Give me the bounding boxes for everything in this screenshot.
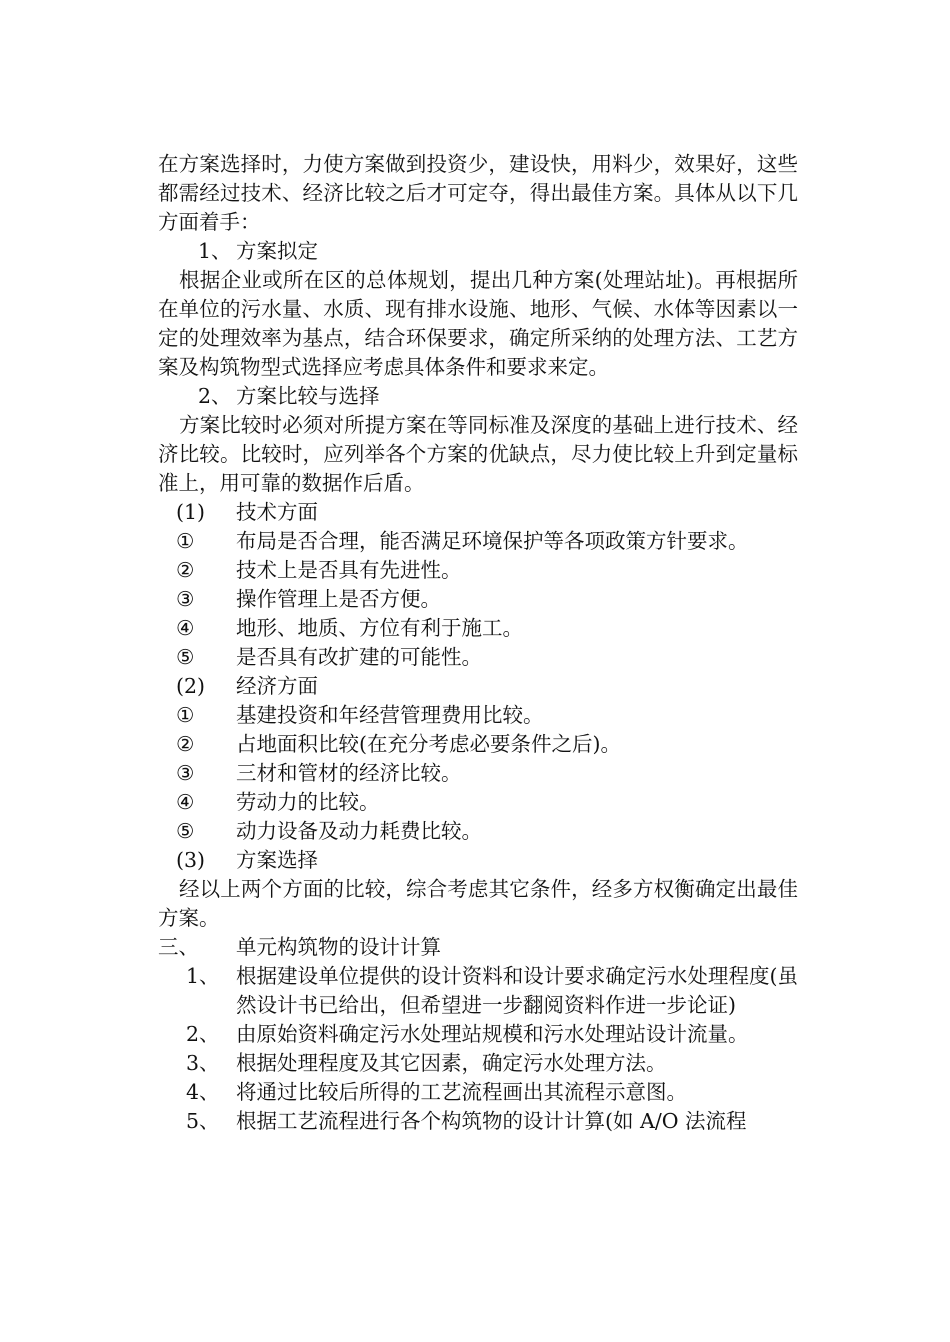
- selection-title: 方案选择: [236, 848, 318, 872]
- step-text: 将通过比较后所得的工艺流程画出其流程示意图。: [236, 1080, 687, 1104]
- economic-item: [158, 817, 798, 846]
- step-item: [158, 1078, 798, 1107]
- step-item: [158, 1020, 798, 1049]
- step-item: [158, 962, 798, 1020]
- section-1-number: 1、: [198, 239, 232, 263]
- economic-item-text: 占地面积比较(在充分考虑必要条件之后)。: [236, 732, 621, 756]
- section-1-title: 方案拟定: [236, 239, 318, 263]
- technical-item: [158, 614, 798, 643]
- technical-item-text: 操作管理上是否方便。: [236, 587, 441, 611]
- section-3-steps: [158, 962, 798, 1136]
- economic-item-text: 动力设备及动力耗费比较。: [236, 819, 482, 843]
- step-item: [158, 1049, 798, 1078]
- section-2-body: 方案比较时必须对所提方案在等同标准及深度的基础上进行技术、经济比较。比较时，应列举各个方案的优缺点，尽力使比较上升到定量标准上，用可靠的数据作后盾。: [158, 413, 798, 495]
- step-text: 根据工艺流程进行各个构筑物的设计计算(如 A/O 法流程: [236, 1109, 747, 1133]
- technical-item-mark: ④: [176, 616, 195, 640]
- selection-body: 经以上两个方面的比较，综合考虑其它条件，经多方权衡确定出最佳方案。: [158, 877, 798, 930]
- economic-item-text: 三材和管材的经济比较。: [236, 761, 462, 785]
- technical-title: 技术方面: [236, 500, 318, 524]
- intro-paragraph: 在方案选择时，力使方案做到投资少，建设快，用料少，效果好，这些都需经过技术、经济比较之后才可定夺，得出最佳方案。具体从以下几方面着手：: [158, 152, 798, 234]
- step-text: 根据建设单位提供的设计资料和设计要求确定污水处理程度(虽然设计书已给出，但希望进一步翻阅资料作进一步论证): [236, 964, 798, 1017]
- economic-item: [158, 788, 798, 817]
- economic-title: 经济方面: [236, 674, 318, 698]
- technical-item-text: 布局是否合理，能否满足环境保护等各项政策方针要求。: [236, 529, 749, 553]
- section-3-mark: 三、: [158, 935, 199, 959]
- section-1-body: 根据企业或所在区的总体规划，提出几种方案(处理站址)。再根据所在单位的污水量、水质、现有排水设施、地形、气候、水体等因素以一定的处理效率为基点，结合环保要求，确定所采纳的处理方法、工艺方案及构筑物型式选择应考虑具体条件和要求来定。: [158, 268, 798, 379]
- selection-heading: [158, 846, 798, 875]
- technical-item: [158, 527, 798, 556]
- selection-mark: (3): [176, 848, 206, 872]
- economic-heading: [158, 672, 798, 701]
- step-mark: 2、: [186, 1022, 220, 1046]
- step-mark: 3、: [186, 1051, 220, 1075]
- economic-item: [158, 730, 798, 759]
- economic-item: [158, 701, 798, 730]
- technical-item-text: 是否具有改扩建的可能性。: [236, 645, 482, 669]
- technical-item: [158, 585, 798, 614]
- economic-item-mark: ②: [176, 732, 195, 756]
- step-text: 由原始资料确定污水处理站规模和污水处理站设计流量。: [236, 1022, 749, 1046]
- technical-item-text: 地形、地质、方位有利于施工。: [236, 616, 523, 640]
- economic-item: [158, 759, 798, 788]
- economic-item-text: 劳动力的比较。: [236, 790, 380, 814]
- technical-item-mark: ①: [176, 529, 195, 553]
- section-1-heading: [158, 237, 798, 266]
- economic-item-mark: ⑤: [176, 819, 195, 843]
- section-3-heading: [158, 933, 798, 962]
- section-2-title: 方案比较与选择: [236, 384, 380, 408]
- economic-mark: (2): [176, 674, 206, 698]
- section-2-heading: [158, 382, 798, 411]
- step-text: 根据处理程度及其它因素，确定污水处理方法。: [236, 1051, 667, 1075]
- technical-mark: (1): [176, 500, 206, 524]
- technical-heading: [158, 498, 798, 527]
- technical-item-mark: ②: [176, 558, 195, 582]
- technical-item-mark: ③: [176, 587, 195, 611]
- section-2-number: 2、: [198, 384, 232, 408]
- economic-item-mark: ④: [176, 790, 195, 814]
- step-mark: 5、: [186, 1109, 220, 1133]
- technical-item-text: 技术上是否具有先进性。: [236, 558, 462, 582]
- technical-item: [158, 556, 798, 585]
- step-mark: 1、: [186, 964, 220, 988]
- document-content: [158, 150, 798, 1136]
- technical-item-mark: ⑤: [176, 645, 195, 669]
- step-mark: 4、: [186, 1080, 220, 1104]
- economic-item-mark: ③: [176, 761, 195, 785]
- section-3-title: 单元构筑物的设计计算: [236, 935, 441, 959]
- technical-item: [158, 643, 798, 672]
- economic-item-mark: ①: [176, 703, 195, 727]
- step-item: [158, 1107, 798, 1136]
- economic-item-text: 基建投资和年经营管理费用比较。: [236, 703, 544, 727]
